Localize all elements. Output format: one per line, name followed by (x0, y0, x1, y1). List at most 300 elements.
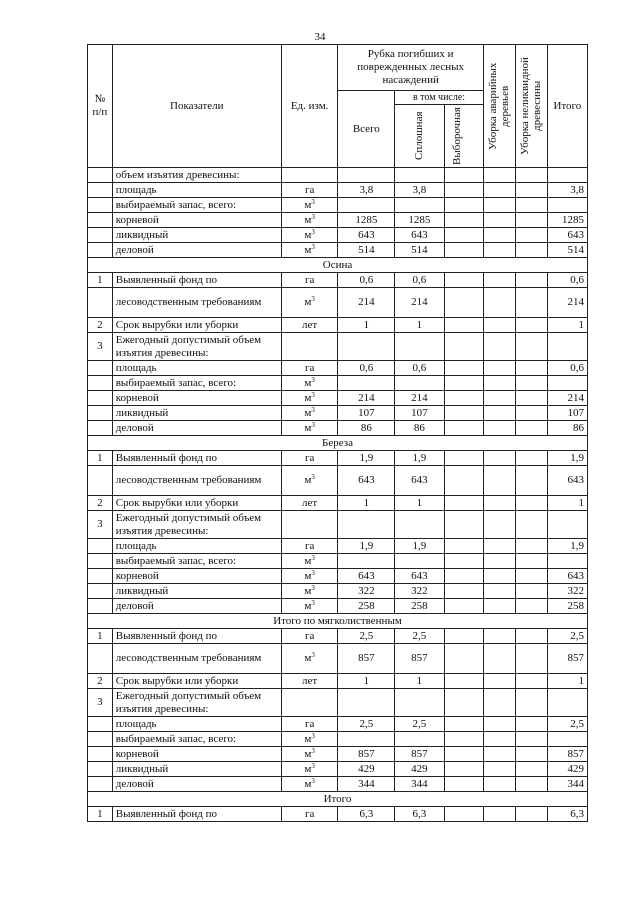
page-number: 34 (314, 31, 326, 43)
row-number (88, 777, 113, 792)
value-emergency (483, 451, 515, 466)
table-row (88, 689, 588, 717)
value-sum: 514 (547, 243, 587, 258)
value-illiquid (515, 333, 547, 361)
value-total (338, 689, 395, 717)
value-total: 857 (338, 644, 395, 674)
value-emergency (483, 599, 515, 614)
row-label: ликвидный (112, 584, 281, 599)
value-selective (444, 732, 483, 747)
row-number (88, 391, 113, 406)
value-illiquid (515, 777, 547, 792)
value-selective (444, 717, 483, 732)
row-label: площадь (112, 717, 281, 732)
unit-superscript: 3 (311, 375, 315, 384)
unit-text: м (304, 584, 312, 597)
value-selective (444, 168, 483, 183)
unit-cell (281, 421, 338, 436)
value-selective (444, 228, 483, 243)
value-sum (547, 376, 587, 391)
unit-cell (281, 213, 338, 228)
value-clear: 643 (395, 228, 444, 243)
unit-superscript: 3 (311, 390, 315, 399)
unit-text: м (304, 474, 312, 486)
value-illiquid (515, 288, 547, 318)
value-clear: 857 (395, 644, 444, 674)
value-emergency (483, 391, 515, 406)
row-number (88, 554, 113, 569)
row-number (88, 644, 113, 674)
table-row (88, 361, 588, 376)
unit-superscript: 3 (311, 583, 315, 592)
value-emergency (483, 421, 515, 436)
value-selective (444, 539, 483, 554)
unit-superscript: 3 (311, 731, 315, 740)
header-clear-cell (395, 105, 444, 168)
value-clear: 2,5 (395, 629, 444, 644)
row-number: 3 (88, 689, 113, 717)
row-label: деловой (112, 599, 281, 614)
value-selective (444, 273, 483, 288)
unit-cell (281, 599, 338, 614)
value-illiquid (515, 689, 547, 717)
row-number: 1 (88, 629, 113, 644)
value-illiquid (515, 747, 547, 762)
row-number (88, 539, 113, 554)
value-selective (444, 554, 483, 569)
value-selective (444, 198, 483, 213)
unit-text: м (304, 391, 312, 404)
value-clear: 3,8 (395, 183, 444, 198)
unit-text: м (304, 569, 312, 582)
unit-cell: лет (281, 318, 338, 333)
value-illiquid (515, 183, 547, 198)
value-illiquid (515, 496, 547, 511)
row-label: Ежегодный допустимый объем изъятия древесины: (112, 689, 281, 717)
unit-cell (281, 644, 338, 674)
unit-cell: га (281, 539, 338, 554)
row-label: деловой (112, 421, 281, 436)
value-selective (444, 747, 483, 762)
row-number (88, 717, 113, 732)
value-clear: 258 (395, 599, 444, 614)
value-clear: 344 (395, 777, 444, 792)
unit-cell (281, 168, 338, 183)
value-total: 643 (338, 466, 395, 496)
row-label: Ежегодный допустимый объем изъятия древесины: (112, 511, 281, 539)
row-label: площадь (112, 539, 281, 554)
value-sum (547, 732, 587, 747)
unit-superscript: 3 (311, 242, 315, 251)
value-selective (444, 807, 483, 822)
unit-cell (281, 747, 338, 762)
row-number (88, 228, 113, 243)
unit-text: м (304, 732, 312, 745)
value-emergency (483, 717, 515, 732)
value-sum: 214 (547, 391, 587, 406)
value-selective (444, 391, 483, 406)
value-sum: 643 (547, 466, 587, 496)
row-label: лесоводственным требованиям (112, 288, 281, 318)
value-selective (444, 318, 483, 333)
value-sum (547, 554, 587, 569)
table-row (88, 243, 588, 258)
value-sum: 857 (547, 644, 587, 674)
value-sum: 0,6 (547, 273, 587, 288)
value-illiquid (515, 243, 547, 258)
table-row (88, 376, 588, 391)
value-illiquid (515, 406, 547, 421)
unit-cell (281, 376, 338, 391)
value-clear (395, 689, 444, 717)
value-sum (547, 689, 587, 717)
table-row (88, 674, 588, 689)
header-selective: Выборочная (450, 107, 463, 165)
value-total: 86 (338, 421, 395, 436)
section-heading-row (88, 792, 588, 807)
value-illiquid (515, 361, 547, 376)
value-emergency (483, 273, 515, 288)
value-total: 643 (338, 569, 395, 584)
header-clear: Сплошная (413, 111, 426, 161)
unit-cell (281, 466, 338, 496)
table-row (88, 717, 588, 732)
value-total: 1 (338, 318, 395, 333)
value-sum (547, 511, 587, 539)
unit-text: м (304, 213, 312, 226)
header-emergency-cell (483, 45, 515, 168)
value-sum: 344 (547, 777, 587, 792)
value-total (338, 198, 395, 213)
value-emergency (483, 644, 515, 674)
value-illiquid (515, 732, 547, 747)
value-clear: 1 (395, 674, 444, 689)
value-selective (444, 421, 483, 436)
value-selective (444, 689, 483, 717)
unit-cell (281, 198, 338, 213)
value-emergency (483, 511, 515, 539)
row-number (88, 198, 113, 213)
value-illiquid (515, 644, 547, 674)
value-sum: 2,5 (547, 629, 587, 644)
unit-superscript: 3 (311, 746, 315, 755)
value-selective (444, 406, 483, 421)
value-illiquid (515, 762, 547, 777)
value-total: 214 (338, 288, 395, 318)
value-total: 258 (338, 599, 395, 614)
table-row (88, 391, 588, 406)
value-sum: 1,9 (547, 539, 587, 554)
header-emergency: Уборка аварийных деревьев (487, 62, 512, 150)
row-number: 2 (88, 496, 113, 511)
row-label: выбираемый запас, всего: (112, 198, 281, 213)
value-total: 1,9 (338, 539, 395, 554)
value-emergency (483, 228, 515, 243)
table-row (88, 421, 588, 436)
value-emergency (483, 376, 515, 391)
value-selective (444, 213, 483, 228)
row-label: корневой (112, 569, 281, 584)
row-number: 3 (88, 511, 113, 539)
unit-cell (281, 777, 338, 792)
value-emergency (483, 318, 515, 333)
value-selective (444, 511, 483, 539)
row-label: корневой (112, 213, 281, 228)
row-number (88, 243, 113, 258)
unit-cell: лет (281, 496, 338, 511)
header-indicators: Показатели (112, 45, 281, 168)
row-label: ликвидный (112, 228, 281, 243)
value-illiquid (515, 318, 547, 333)
value-illiquid (515, 554, 547, 569)
value-sum: 1,9 (547, 451, 587, 466)
header-illiquid: Уборка неликвидной древесины (519, 57, 544, 155)
value-illiquid (515, 539, 547, 554)
value-total: 1 (338, 496, 395, 511)
unit-text: м (304, 747, 312, 760)
value-total (338, 333, 395, 361)
value-total: 0,6 (338, 361, 395, 376)
value-selective (444, 629, 483, 644)
value-total: 322 (338, 584, 395, 599)
value-total: 6,3 (338, 807, 395, 822)
row-number (88, 747, 113, 762)
value-sum (547, 168, 587, 183)
table-body (88, 168, 588, 822)
value-selective (444, 288, 483, 318)
unit-text: м (304, 762, 312, 775)
value-illiquid (515, 807, 547, 822)
unit-cell: га (281, 451, 338, 466)
value-emergency (483, 168, 515, 183)
unit-superscript: 3 (311, 295, 315, 303)
table-row (88, 168, 588, 183)
value-emergency (483, 584, 515, 599)
header-unit: Ед. изм. (281, 45, 338, 168)
value-emergency (483, 629, 515, 644)
value-illiquid (515, 451, 547, 466)
unit-cell (281, 511, 338, 539)
row-label: объем изъятия древесины: (112, 168, 281, 183)
row-number (88, 421, 113, 436)
unit-cell (281, 333, 338, 361)
unit-superscript: 3 (311, 553, 315, 562)
table-row (88, 288, 588, 318)
value-clear: 1285 (395, 213, 444, 228)
unit-superscript: 3 (311, 651, 315, 659)
row-label: Выявленный фонд по (112, 273, 281, 288)
table-row (88, 762, 588, 777)
table-row (88, 807, 588, 822)
row-label: корневой (112, 391, 281, 406)
value-total: 107 (338, 406, 395, 421)
value-sum: 214 (547, 288, 587, 318)
unit-cell: га (281, 807, 338, 822)
value-sum: 86 (547, 421, 587, 436)
value-selective (444, 496, 483, 511)
table-row (88, 629, 588, 644)
table-row (88, 273, 588, 288)
unit-text: м (304, 376, 312, 389)
row-number (88, 584, 113, 599)
value-clear: 429 (395, 762, 444, 777)
row-label: выбираемый запас, всего: (112, 554, 281, 569)
row-number (88, 599, 113, 614)
row-number (88, 183, 113, 198)
value-total: 429 (338, 762, 395, 777)
value-sum: 429 (547, 762, 587, 777)
unit-cell (281, 762, 338, 777)
value-emergency (483, 732, 515, 747)
value-sum: 1 (547, 674, 587, 689)
row-label: Выявленный фонд по (112, 451, 281, 466)
unit-text: м (304, 228, 312, 241)
value-total: 1285 (338, 213, 395, 228)
value-illiquid (515, 511, 547, 539)
value-total (338, 554, 395, 569)
row-label: лесоводственным требованиям (112, 644, 281, 674)
value-sum: 1285 (547, 213, 587, 228)
row-number: 1 (88, 273, 113, 288)
value-emergency (483, 689, 515, 717)
value-total: 344 (338, 777, 395, 792)
value-clear: 0,6 (395, 361, 444, 376)
value-sum: 0,6 (547, 361, 587, 376)
value-illiquid (515, 717, 547, 732)
table-row (88, 732, 588, 747)
value-clear (395, 732, 444, 747)
value-sum: 6,3 (547, 807, 587, 822)
row-label: деловой (112, 777, 281, 792)
value-total: 214 (338, 391, 395, 406)
value-clear: 643 (395, 569, 444, 584)
value-clear (395, 198, 444, 213)
table-row (88, 599, 588, 614)
value-clear: 6,3 (395, 807, 444, 822)
value-total: 514 (338, 243, 395, 258)
value-total: 1,9 (338, 451, 395, 466)
value-total (338, 168, 395, 183)
value-emergency (483, 762, 515, 777)
value-selective (444, 451, 483, 466)
unit-cell: га (281, 361, 338, 376)
value-selective (444, 569, 483, 584)
value-clear: 0,6 (395, 273, 444, 288)
value-emergency (483, 288, 515, 318)
value-clear: 107 (395, 406, 444, 421)
table-row (88, 554, 588, 569)
value-illiquid (515, 466, 547, 496)
value-illiquid (515, 391, 547, 406)
value-emergency (483, 198, 515, 213)
value-sum: 1 (547, 496, 587, 511)
value-clear (395, 554, 444, 569)
row-label: лесоводственным требованиям (112, 466, 281, 496)
row-number (88, 762, 113, 777)
value-total (338, 376, 395, 391)
value-clear: 1 (395, 318, 444, 333)
table-row (88, 198, 588, 213)
row-number: 2 (88, 674, 113, 689)
table-row (88, 451, 588, 466)
table-row (88, 511, 588, 539)
value-total: 0,6 (338, 273, 395, 288)
value-clear: 1,9 (395, 539, 444, 554)
header-sum: Итого (547, 45, 587, 168)
value-total: 2,5 (338, 717, 395, 732)
value-emergency (483, 243, 515, 258)
value-selective (444, 599, 483, 614)
value-total: 3,8 (338, 183, 395, 198)
value-selective (444, 644, 483, 674)
value-emergency (483, 361, 515, 376)
value-emergency (483, 466, 515, 496)
unit-text: м (304, 599, 312, 612)
value-illiquid (515, 168, 547, 183)
value-clear: 643 (395, 466, 444, 496)
value-clear (395, 376, 444, 391)
row-number (88, 213, 113, 228)
value-clear: 1 (395, 496, 444, 511)
header-selective-cell (444, 105, 483, 168)
unit-superscript: 3 (311, 420, 315, 429)
value-emergency (483, 569, 515, 584)
value-emergency (483, 496, 515, 511)
value-sum: 3,8 (547, 183, 587, 198)
row-label: ликвидный (112, 406, 281, 421)
unit-cell (281, 406, 338, 421)
unit-superscript: 3 (311, 197, 315, 206)
value-sum: 643 (547, 569, 587, 584)
unit-cell (281, 732, 338, 747)
value-clear: 214 (395, 288, 444, 318)
value-sum: 857 (547, 747, 587, 762)
section-title: Осина (88, 258, 588, 273)
section-title: Береза (88, 436, 588, 451)
forest-cutting-table (87, 44, 588, 822)
row-number (88, 361, 113, 376)
unit-cell (281, 243, 338, 258)
table-row (88, 584, 588, 599)
unit-text: м (304, 652, 312, 664)
row-label: Ежегодный допустимый объем изъятия древесины: (112, 333, 281, 361)
row-number (88, 732, 113, 747)
section-title: Итого по мягколиственным (88, 614, 588, 629)
unit-text: м (304, 198, 312, 211)
value-sum (547, 333, 587, 361)
value-emergency (483, 539, 515, 554)
value-emergency (483, 406, 515, 421)
unit-cell (281, 689, 338, 717)
row-number: 1 (88, 807, 113, 822)
value-sum: 322 (547, 584, 587, 599)
row-label: площадь (112, 361, 281, 376)
row-number: 2 (88, 318, 113, 333)
value-selective (444, 361, 483, 376)
value-selective (444, 762, 483, 777)
unit-superscript: 3 (311, 405, 315, 414)
value-illiquid (515, 674, 547, 689)
value-clear (395, 511, 444, 539)
unit-cell: га (281, 629, 338, 644)
unit-cell (281, 288, 338, 318)
row-label: ликвидный (112, 762, 281, 777)
value-emergency (483, 777, 515, 792)
value-total: 1 (338, 674, 395, 689)
table-row (88, 466, 588, 496)
unit-superscript: 3 (311, 227, 315, 236)
value-selective (444, 376, 483, 391)
